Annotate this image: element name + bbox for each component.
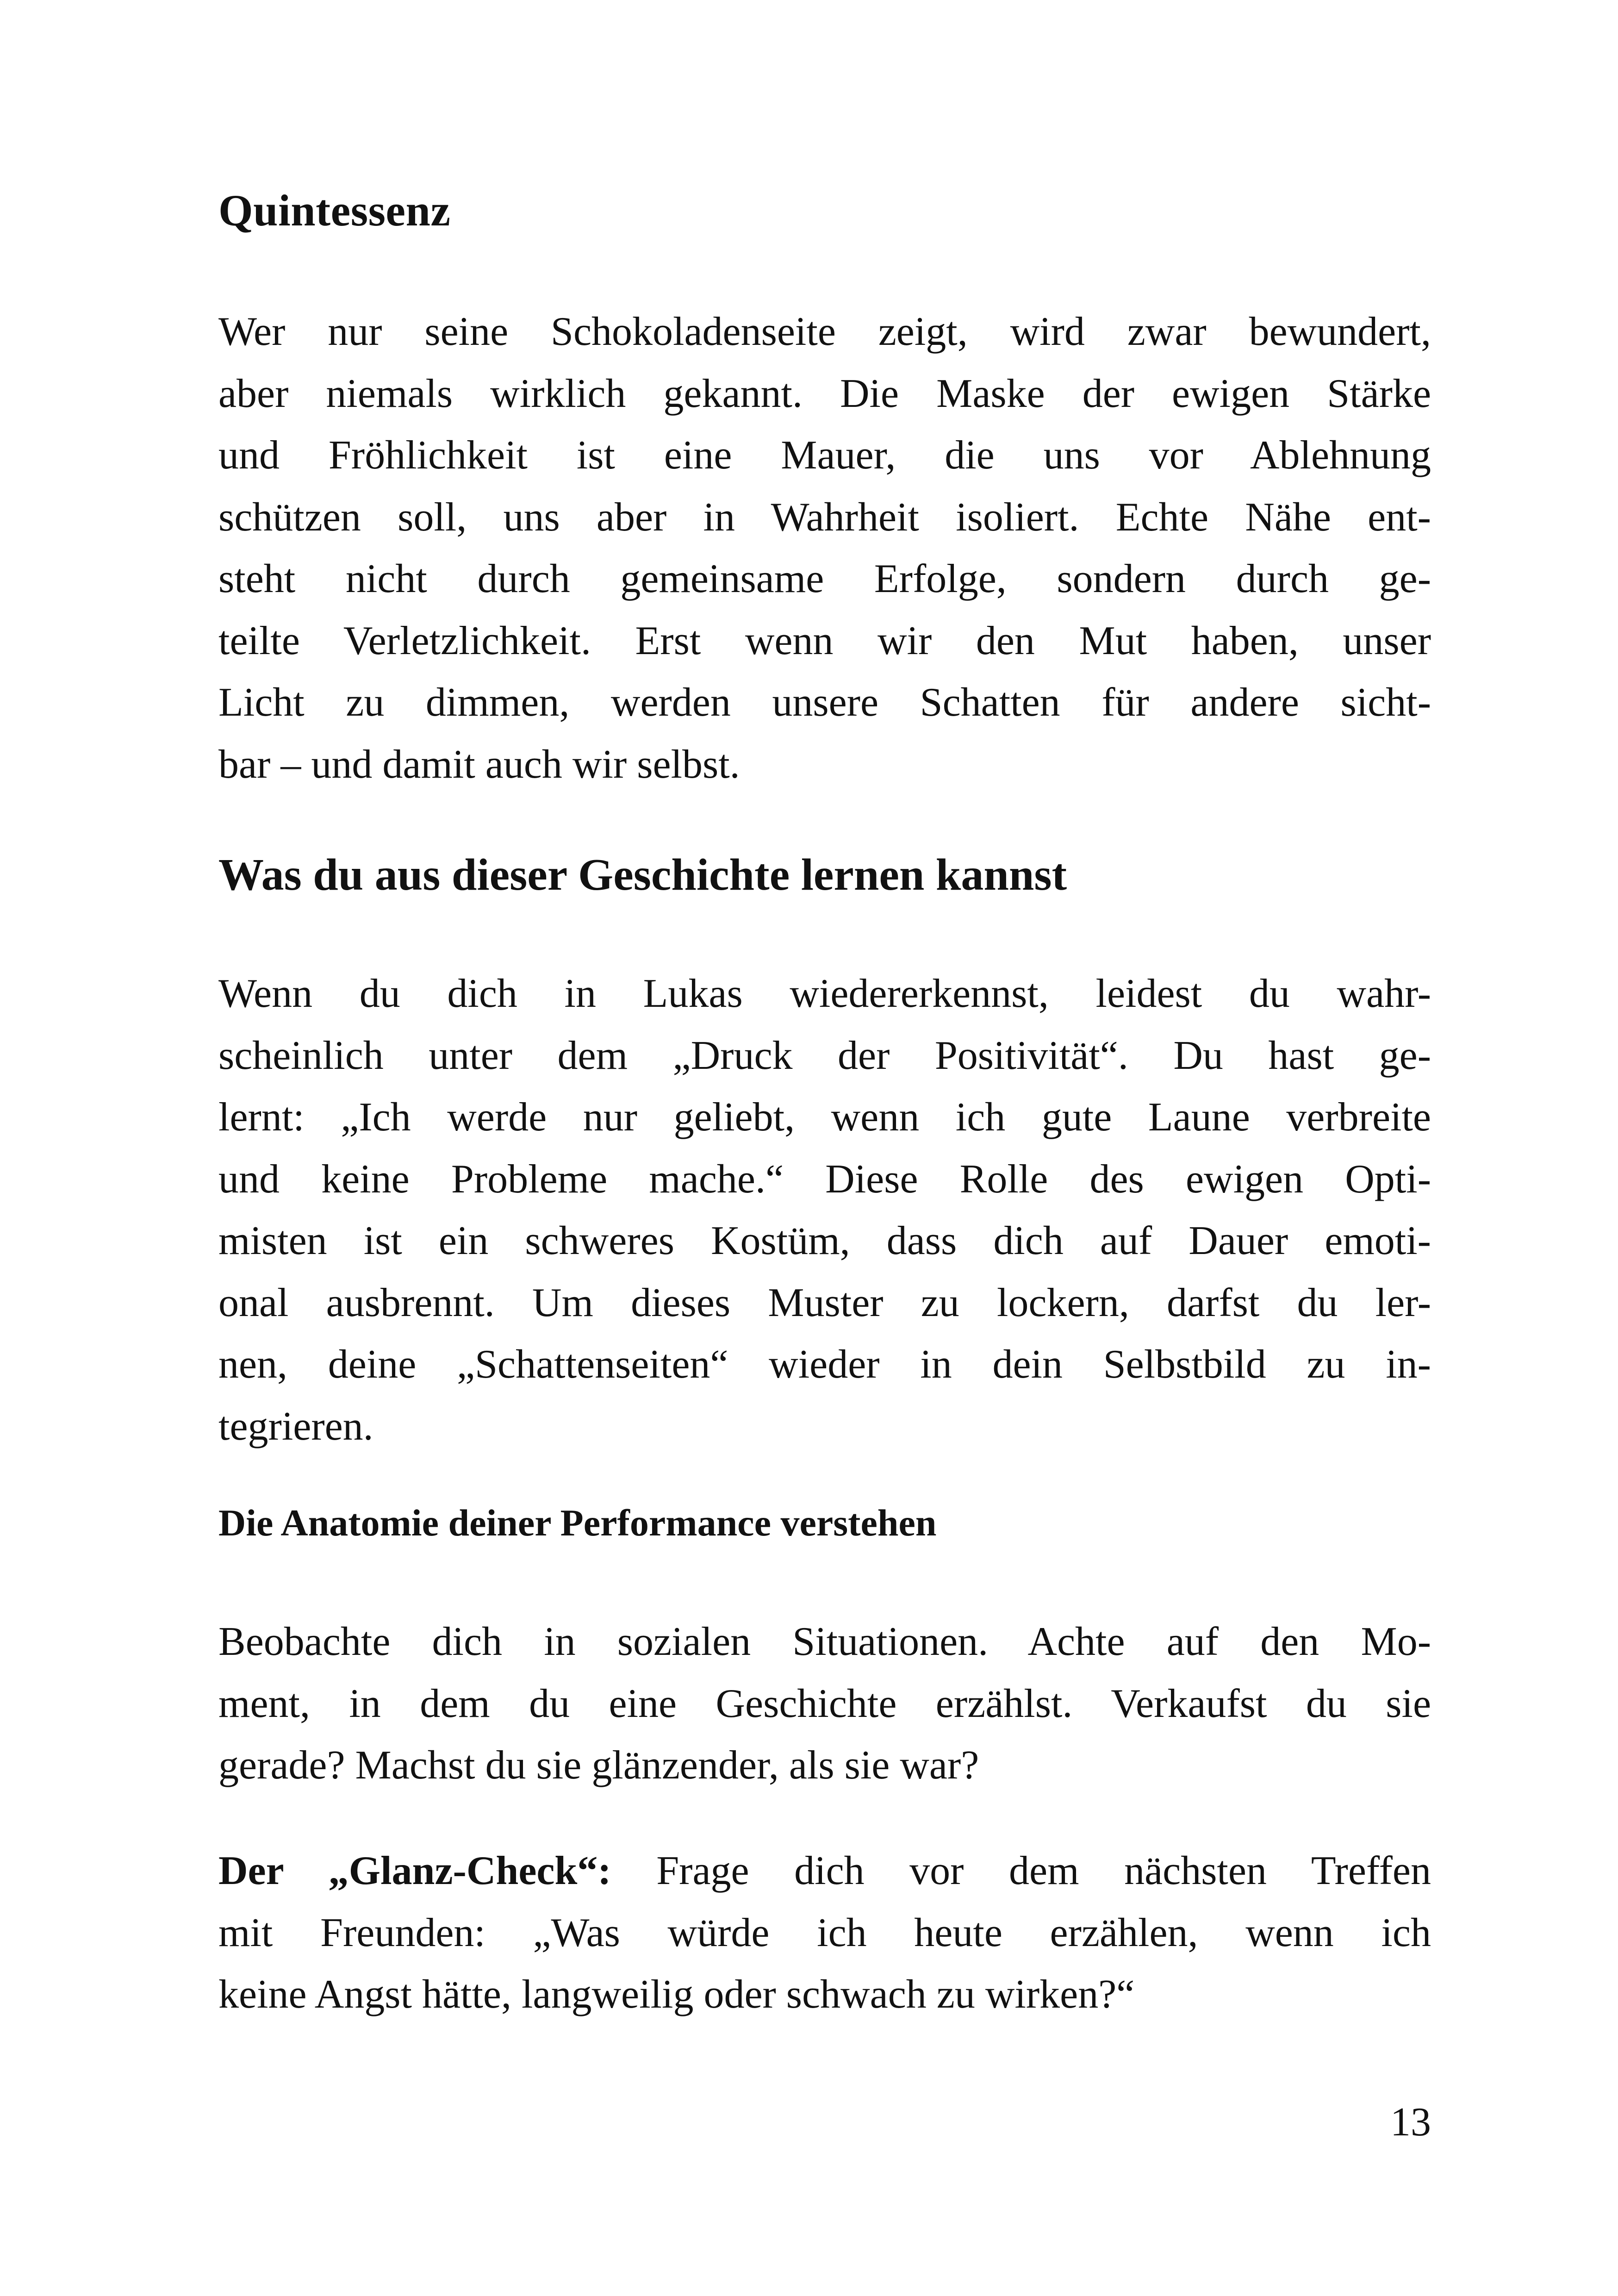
- text-line: misten ist ein schweres Kostüm, dass dich auf Dauer emoti-: [218, 1218, 1431, 1263]
- text-line: scheinlich unter dem „Druck der Positivität“. Du hast ge-: [218, 1033, 1431, 1078]
- text-line: nen, deine „Schattenseiten“ wieder in dein Selbstbild zu in-: [218, 1342, 1431, 1387]
- glanz-check-label: Der „Glanz-Check“:: [218, 1848, 611, 1893]
- text-line: lernt: „Ich werde nur geliebt, wenn ich gute Laune verbreite: [218, 1095, 1431, 1140]
- text-line: Licht zu dimmen, werden unsere Schatten für andere sicht-: [218, 680, 1431, 725]
- text-line: [218, 1840, 1431, 1902]
- heading-anatomy: Die Anatomie deiner Performance verstehen: [218, 1502, 937, 1544]
- text-line: und keine Probleme mache.“ Diese Rolle des ewigen Opti-: [218, 1156, 1431, 1202]
- text-line: Beobachte dich in sozialen Situationen. Achte auf den Mo-: [218, 1619, 1431, 1664]
- paragraph-glanz-check: [218, 1840, 1431, 2026]
- text-line: schützen soll, uns aber in Wahrheit isoliert. Echte Nähe ent-: [218, 494, 1431, 540]
- glanz-check-first-line-text: Frage dich vor dem nächsten Treffen: [611, 1848, 1431, 1893]
- heading-lesson: Was du aus dieser Geschichte lernen kannst: [218, 850, 1067, 900]
- text-line: steht nicht durch gemeinsame Erfolge, sondern durch ge-: [218, 556, 1431, 601]
- text-line: mit Freunden: „Was würde ich heute erzählen, wenn ich: [218, 1910, 1431, 1955]
- text-line: Wenn du dich in Lukas wiedererkennst, leidest du wahr-: [218, 971, 1431, 1016]
- text-line: keine Angst hätte, langweilig oder schwach zu wirken?“: [218, 1972, 1135, 2017]
- text-line: aber niemals wirklich gekannt. Die Maske der ewigen Stärke: [218, 371, 1431, 416]
- text-line: und Fröhlichkeit ist eine Mauer, die uns vor Ablehnung: [218, 433, 1431, 478]
- text-line: onal ausbrennt. Um dieses Muster zu lockern, darfst du ler-: [218, 1280, 1431, 1325]
- page-number: 13: [1390, 2100, 1431, 2145]
- text-line: gerade? Machst du sie glänzender, als sie war?: [218, 1743, 979, 1788]
- paragraph-lesson: [218, 963, 1431, 1457]
- paragraph-anatomy: [218, 1611, 1431, 1797]
- heading-quintessenz: Quintessenz: [218, 186, 451, 235]
- paragraph-quintessenz: [218, 301, 1431, 795]
- text-line: bar – und damit auch wir selbst.: [218, 742, 740, 787]
- text-line: ment, in dem du eine Geschichte erzählst. Verkaufst du sie: [218, 1681, 1431, 1726]
- text-line: tegrieren.: [218, 1404, 373, 1449]
- text-line: Wer nur seine Schokoladenseite zeigt, wird zwar bewundert,: [218, 309, 1431, 354]
- text-line: teilte Verletzlichkeit. Erst wenn wir den Mut haben, unser: [218, 618, 1431, 663]
